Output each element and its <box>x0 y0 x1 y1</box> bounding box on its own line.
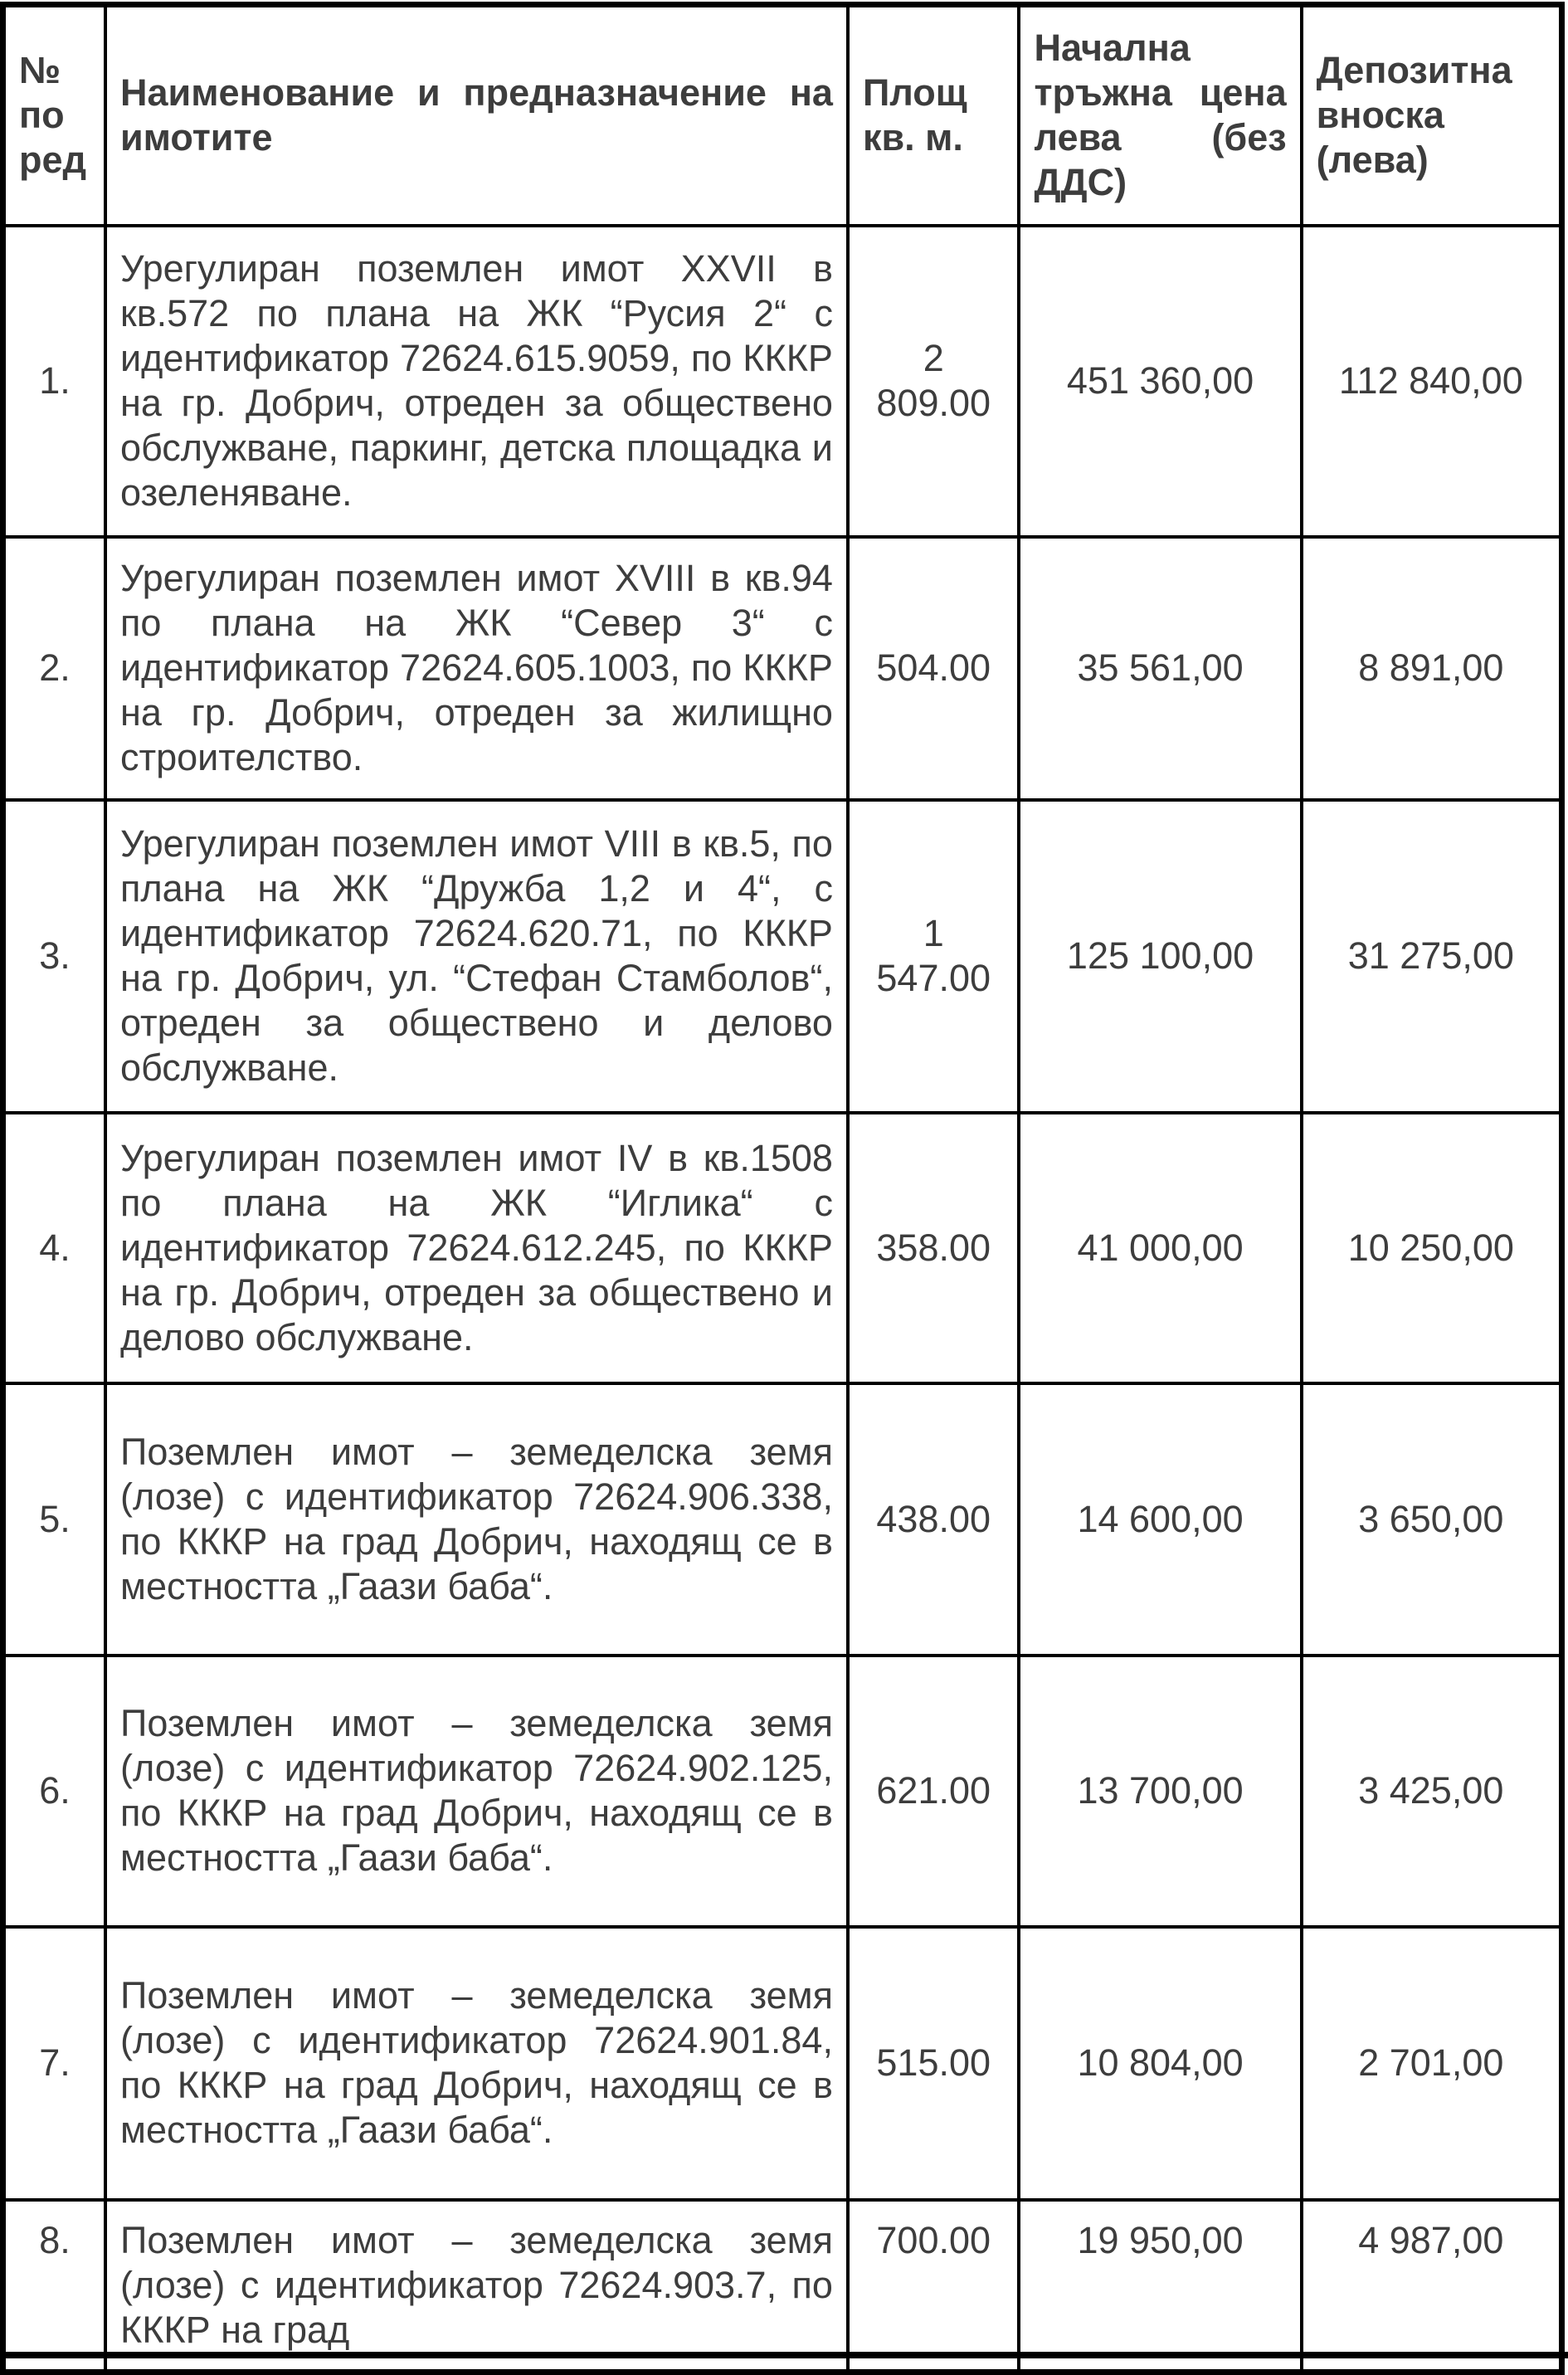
row-number: 8. <box>3 2200 106 2373</box>
deposit-amount: 112 840,00 <box>1302 226 1562 537</box>
property-description: Поземлен имот – земеделска земя (лозе) с идентификатор 72624.901.84, по КККР на град Добрич, находящ се в местността „Гаази баба“. <box>105 1927 848 2200</box>
property-description: Урегулиран поземлен имот VIII в кв.5, по плана на ЖК “Дружба 1,2 и 4“, с идентификатор 72624.620.71, по КККР на гр. Добрич, ул. “Стефан Стамболов“, отреден за обществено и делово обслужване. <box>105 800 848 1113</box>
table-row <box>3 1656 1562 1927</box>
properties-auction-table <box>0 2 1565 2375</box>
starting-price: 41 000,00 <box>1019 1113 1301 1383</box>
table-row <box>3 800 1562 1113</box>
table-row <box>3 1383 1562 1656</box>
property-area: 1 547.00 <box>848 800 1020 1113</box>
column-header-row-number: № по ред <box>3 5 106 226</box>
deposit-amount: 31 275,00 <box>1302 800 1562 1113</box>
property-area: 515.00 <box>848 1927 1020 2200</box>
property-area: 358.00 <box>848 1113 1020 1383</box>
starting-price: 19 950,00 <box>1019 2200 1301 2373</box>
row-number: 4. <box>3 1113 106 1383</box>
starting-price: 125 100,00 <box>1019 800 1301 1113</box>
row-number: 1. <box>3 226 106 537</box>
row-number: 2. <box>3 537 106 800</box>
property-area: 2 809.00 <box>848 226 1020 537</box>
column-header-area: Площ кв. м. <box>848 5 1020 226</box>
page-bottom-edge <box>0 2352 1568 2358</box>
property-description: Урегулиран поземлен имот XVIII в кв.94 по плана на ЖК “Север 3“ с идентификатор 72624.605.1003, по КККР на гр. Добрич, отреден за жилищно строителство. <box>105 537 848 800</box>
column-header-starting-price: Начална тръжна цена лева (без ДДС) <box>1019 5 1301 226</box>
starting-price: 451 360,00 <box>1019 226 1301 537</box>
table-row <box>3 2200 1562 2373</box>
property-description: Поземлен имот – земеделска земя (лозе) с идентификатор 72624.902.125, по КККР на град Добрич, находящ се в местността „Гаази баба“. <box>105 1656 848 1927</box>
property-area: 504.00 <box>848 537 1020 800</box>
starting-price: 14 600,00 <box>1019 1383 1301 1656</box>
deposit-amount: 2 701,00 <box>1302 1927 1562 2200</box>
deposit-amount: 3 650,00 <box>1302 1383 1562 1656</box>
row-number: 6. <box>3 1656 106 1927</box>
property-area: 438.00 <box>848 1383 1020 1656</box>
property-description: Поземлен имот – земеделска земя (лозе) с идентификатор 72624.903.7, по КККР на град <box>105 2200 848 2373</box>
deposit-amount: 4 987,00 <box>1302 2200 1562 2373</box>
row-number: 7. <box>3 1927 106 2200</box>
column-header-deposit: Депозитна вноска (лева) <box>1302 5 1562 226</box>
starting-price: 13 700,00 <box>1019 1656 1301 1927</box>
table-row <box>3 1927 1562 2200</box>
property-description: Урегулиран поземлен имот XXVII в кв.572 по плана на ЖК “Русия 2“ с идентификатор 72624.615.9059, по КККР на гр. Добрич, отреден за обществено обслужване, паркинг, детска площадка и озеленяване. <box>105 226 848 537</box>
table-row <box>3 226 1562 537</box>
table-row <box>3 1113 1562 1383</box>
starting-price: 10 804,00 <box>1019 1927 1301 2200</box>
column-header-property-name: Наименование и предназначение на имотите <box>105 5 848 226</box>
property-description: Урегулиран поземлен имот IV в кв.1508 по плана на ЖК “Иглика“ с идентификатор 72624.612.245, по КККР на гр. Добрич, отреден за обществено и делово обслужване. <box>105 1113 848 1383</box>
deposit-amount: 3 425,00 <box>1302 1656 1562 1927</box>
table-row <box>3 537 1562 800</box>
property-description: Поземлен имот – земеделска земя (лозе) с идентификатор 72624.906.338, по КККР на град Добрич, находящ се в местността „Гаази баба“. <box>105 1383 848 1656</box>
starting-price: 35 561,00 <box>1019 537 1301 800</box>
property-area: 700.00 <box>848 2200 1020 2373</box>
table-header-row <box>3 5 1562 226</box>
row-number: 5. <box>3 1383 106 1656</box>
deposit-amount: 10 250,00 <box>1302 1113 1562 1383</box>
deposit-amount: 8 891,00 <box>1302 537 1562 800</box>
row-number: 3. <box>3 800 106 1113</box>
property-area: 621.00 <box>848 1656 1020 1927</box>
